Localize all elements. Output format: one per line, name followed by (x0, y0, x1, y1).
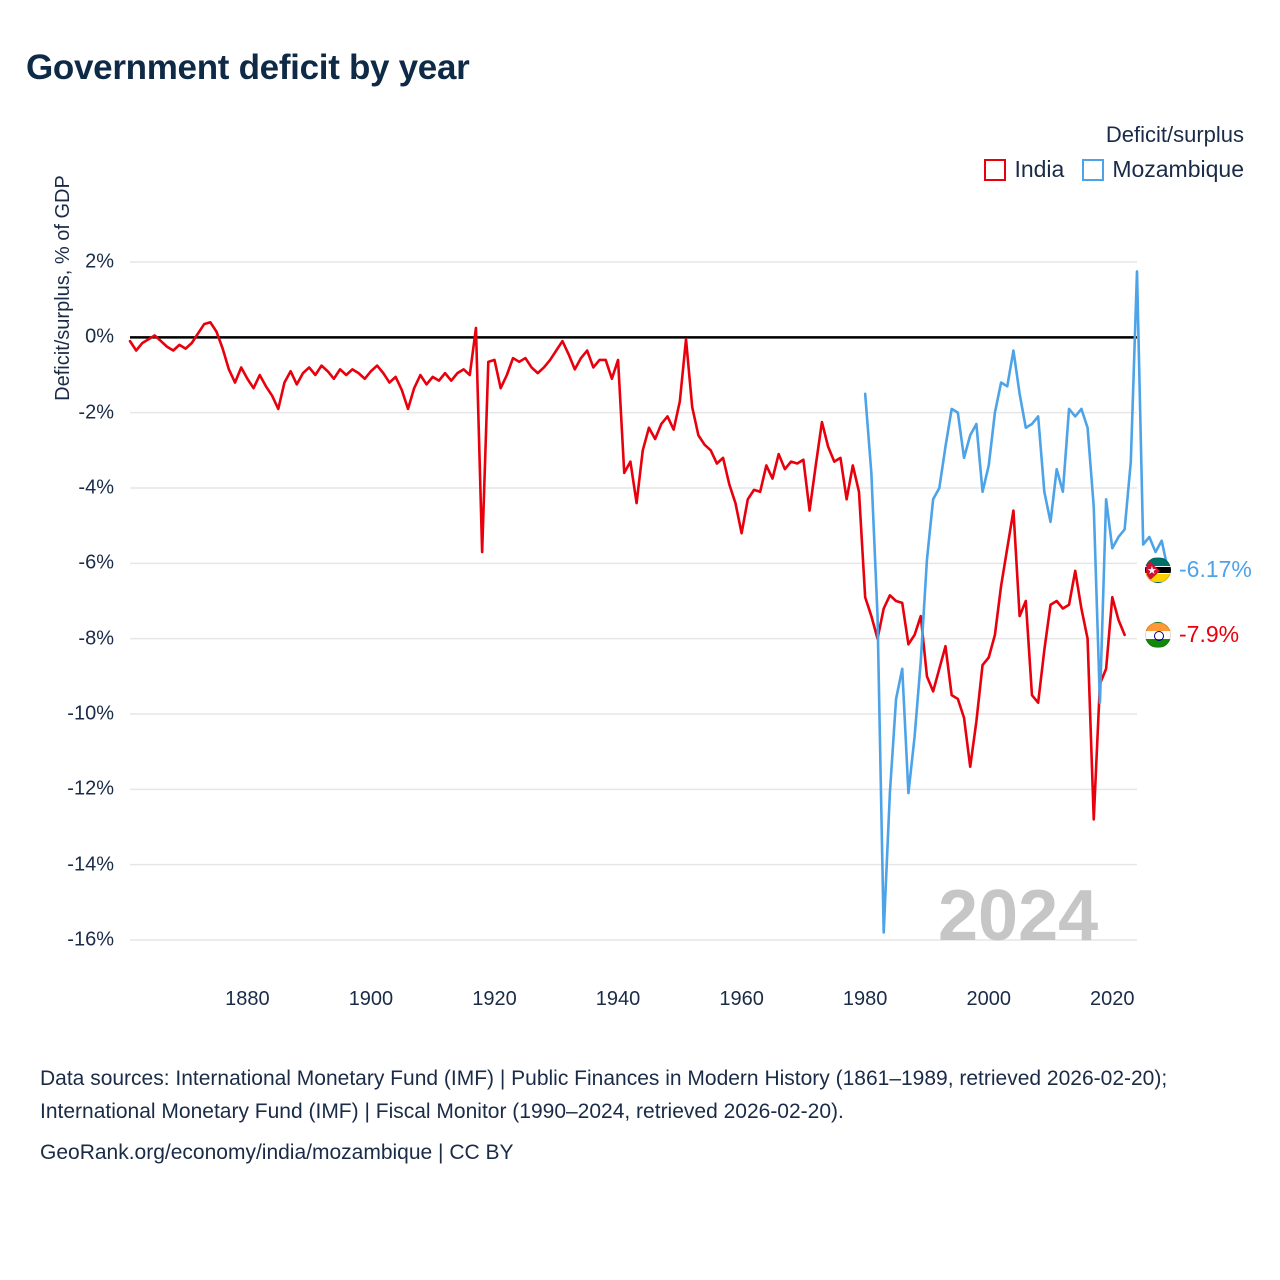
legend-title: Deficit/surplus (1105, 122, 1244, 147)
india-end-label: -7.9% (1179, 620, 1240, 647)
x-tick-label: 2020 (1090, 988, 1135, 1010)
page-title: Government deficit by year (26, 48, 470, 87)
y-tick-label: -2% (78, 401, 114, 424)
y-tick-label: -16% (67, 928, 114, 951)
mozambique-flag-icon (1145, 557, 1171, 583)
y-tick-label: -12% (67, 777, 114, 800)
legend-label-india: India (1014, 156, 1065, 182)
footer (40, 1062, 1240, 1169)
y-tick-label: -6% (78, 551, 114, 574)
x-tick-label: 1880 (225, 988, 270, 1010)
india-flag-icon (1145, 622, 1171, 648)
x-tick-label: 1960 (719, 988, 764, 1010)
y-tick-label: -4% (78, 476, 114, 499)
y-tick-label: -10% (67, 702, 114, 725)
legend-label-mozambique: Mozambique (1112, 156, 1244, 182)
year-watermark: 2024 (938, 876, 1099, 956)
x-tick-label: 1940 (595, 988, 641, 1010)
y-tick-label: -14% (67, 853, 114, 876)
y-tick-label: 2% (85, 250, 114, 273)
mozambique-end-label: -6.17% (1179, 555, 1252, 582)
y-tick-label: 0% (85, 325, 114, 348)
x-tick-label: 2000 (966, 988, 1011, 1010)
footer-data-sources: Data sources: International Monetary Fund (IMF) | Public Finances in Modern History (1861–1989, retrieved 2026-02-20); International Monetary Fund (IMF) | Fiscal Monitor (1990–2024, retrieved 2026-02-20). (40, 1067, 1168, 1123)
y-tick-label: -8% (78, 627, 114, 650)
footer-attribution: GeoRank.org/economy/india/mozambique | CC BY (40, 1141, 514, 1164)
y-axis-title: Deficit/surplus, % of GDP (52, 175, 74, 401)
x-tick-label: 1980 (842, 988, 888, 1010)
x-tick-label: 1920 (472, 988, 517, 1010)
x-tick-label: 1900 (348, 988, 394, 1010)
